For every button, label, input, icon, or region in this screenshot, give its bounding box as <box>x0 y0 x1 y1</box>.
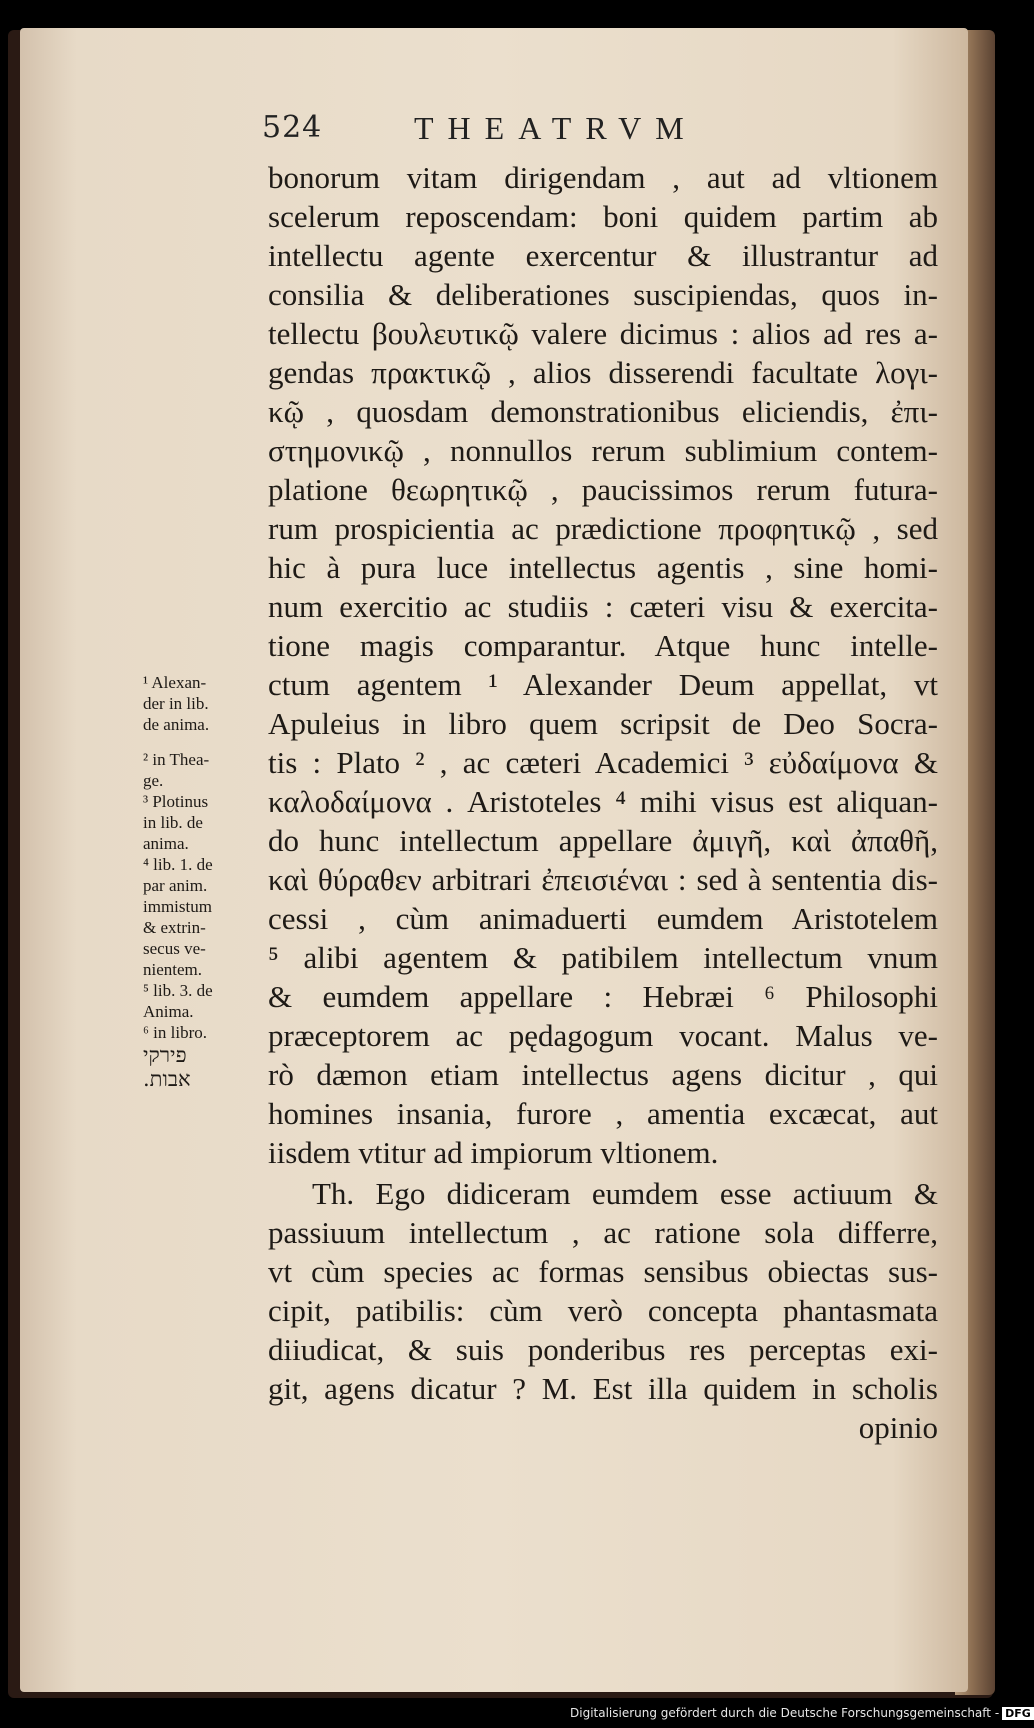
text-line: καὶ θύραθεν arbitrari ἐπεισιέναι : sed à sententia dis- <box>268 862 938 897</box>
text-line: præceptorem ac pędagogum vocant. Malus ve- <box>268 1018 938 1053</box>
text-line: Apuleius in libro quem scripsit de Deo Socra- <box>268 706 938 741</box>
note-line: de anima. <box>143 715 210 734</box>
page-number: 524 <box>262 110 323 145</box>
dfg-logo: DFG <box>1002 1707 1034 1720</box>
credit-text: Digitalisierung gefördert durch die Deutsche Forschungsgemeinschaft - <box>570 1706 1000 1720</box>
text-line: ⁵ alibi agentem & patibilem intellectum vnum <box>268 940 938 975</box>
note-line: anima. <box>143 834 189 853</box>
text-line: num exercitio ac studiis : cæteri visu & exercita- <box>268 589 938 624</box>
margin-note-2 <box>143 749 263 791</box>
text-line: passiuum intellectum , ac ratione sola differre, <box>268 1215 938 1250</box>
note-line: ⁵ lib. 3. de <box>143 981 213 1000</box>
note-line: der in lib. <box>143 694 209 713</box>
text-line: & eumdem appellare : Hebræi ⁶ Philosophi <box>268 979 938 1014</box>
note-line: in lib. de <box>143 813 203 832</box>
margin-note-6 <box>143 1022 263 1091</box>
hebrew-text: אבות. <box>143 1067 191 1091</box>
note-line: ⁶ in libro. <box>143 1023 208 1042</box>
text-line: scelerum reposcendam: boni quidem partim ab <box>268 199 938 234</box>
text-line: στημονικῷ , nonnullos rerum sublimium contem- <box>268 433 938 468</box>
text-line: cessi , cùm animaduerti eumdem Aristotelem <box>268 901 938 936</box>
text-line: iisdem vtitur ad impiorum vltionem. <box>268 1135 719 1170</box>
page-header <box>262 110 962 154</box>
text-line: homines insania, furore , amentia excæcat, aut <box>268 1096 938 1131</box>
text-line: vt cùm species ac formas sensibus obiectas sus- <box>268 1254 938 1289</box>
note-line: ¹ Alexan- <box>143 673 207 692</box>
text-line: hic à pura luce intellectus agentis , sine homi- <box>268 550 938 585</box>
margin-note-1 <box>143 672 263 735</box>
text-line: intellectu agente exercentur & illustrantur ad <box>268 238 938 273</box>
text-line: rò dæmon etiam intellectus agens dicitur , qui <box>268 1057 938 1092</box>
text-line: καλοδαίμονα . Aristoteles ⁴ mihi visus est aliquan- <box>268 784 938 819</box>
margin-note-3 <box>143 791 263 854</box>
note-line: ge. <box>143 771 164 790</box>
digitization-credit <box>570 1706 1034 1720</box>
text-line: bonorum vitam dirigendam , aut ad vltionem <box>268 160 938 195</box>
text-line: tellectu βουλευτικῷ valere dicimus : alios ad res a- <box>268 316 938 351</box>
text-line: cipit, patibilis: cùm verò concepta phantasmata <box>268 1293 938 1328</box>
note-line: ³ Plotinus <box>143 792 209 811</box>
text-line: git, agens dicatur ? M. Est illa quidem in scholis <box>268 1371 938 1406</box>
note-line: par anim. <box>143 876 208 895</box>
catchword: opinio <box>858 1410 938 1445</box>
text-line: platione θεωρητικῷ , paucissimos rerum futura- <box>268 472 938 507</box>
text-line: diiudicat, & suis ponderibus res perceptas exi- <box>268 1332 938 1367</box>
text-line: tis : Plato ² , ac cæteri Academici ³ εὐδαίμονα & <box>268 745 938 780</box>
note-line: nientem. <box>143 960 203 979</box>
text-line: ctum agentem ¹ Alexander Deum appellat, vt <box>268 667 938 702</box>
text-line: κῷ , quosdam demonstrationibus eliciendis, ἐπι- <box>268 394 938 429</box>
margin-notes <box>143 672 263 1091</box>
note-line: ⁴ lib. 1. de <box>143 855 213 874</box>
margin-note-5 <box>143 980 263 1022</box>
note-line: immistum <box>143 897 212 916</box>
body-text <box>268 158 938 1447</box>
paragraph-2 <box>268 1174 938 1447</box>
text-line: consilia & deliberationes suscipiendas, quos in- <box>268 277 938 312</box>
note-line: secus ve- <box>143 939 206 958</box>
note-line: & extrin- <box>143 918 206 937</box>
margin-note-4 <box>143 854 263 980</box>
text-line: Th. Ego didiceram eumdem esse actiuum & <box>312 1176 938 1211</box>
running-title: THEATRVM <box>414 110 698 146</box>
text-line: rum prospicientia ac prædictione προφητικῷ , sed <box>268 511 938 546</box>
text-line: do hunc intellectum appellare ἀμιγῆ, καὶ ἀπαθῆ, <box>268 823 938 858</box>
text-line: gendas πρακτικῷ , alios disserendi facultate λογι- <box>268 355 938 390</box>
note-line: ² in Thea- <box>143 750 210 769</box>
note-line: Anima. <box>143 1002 194 1021</box>
text-line: tione magis comparantur. Atque hunc intelle- <box>268 628 938 663</box>
hebrew-text: פירקי <box>143 1043 187 1067</box>
